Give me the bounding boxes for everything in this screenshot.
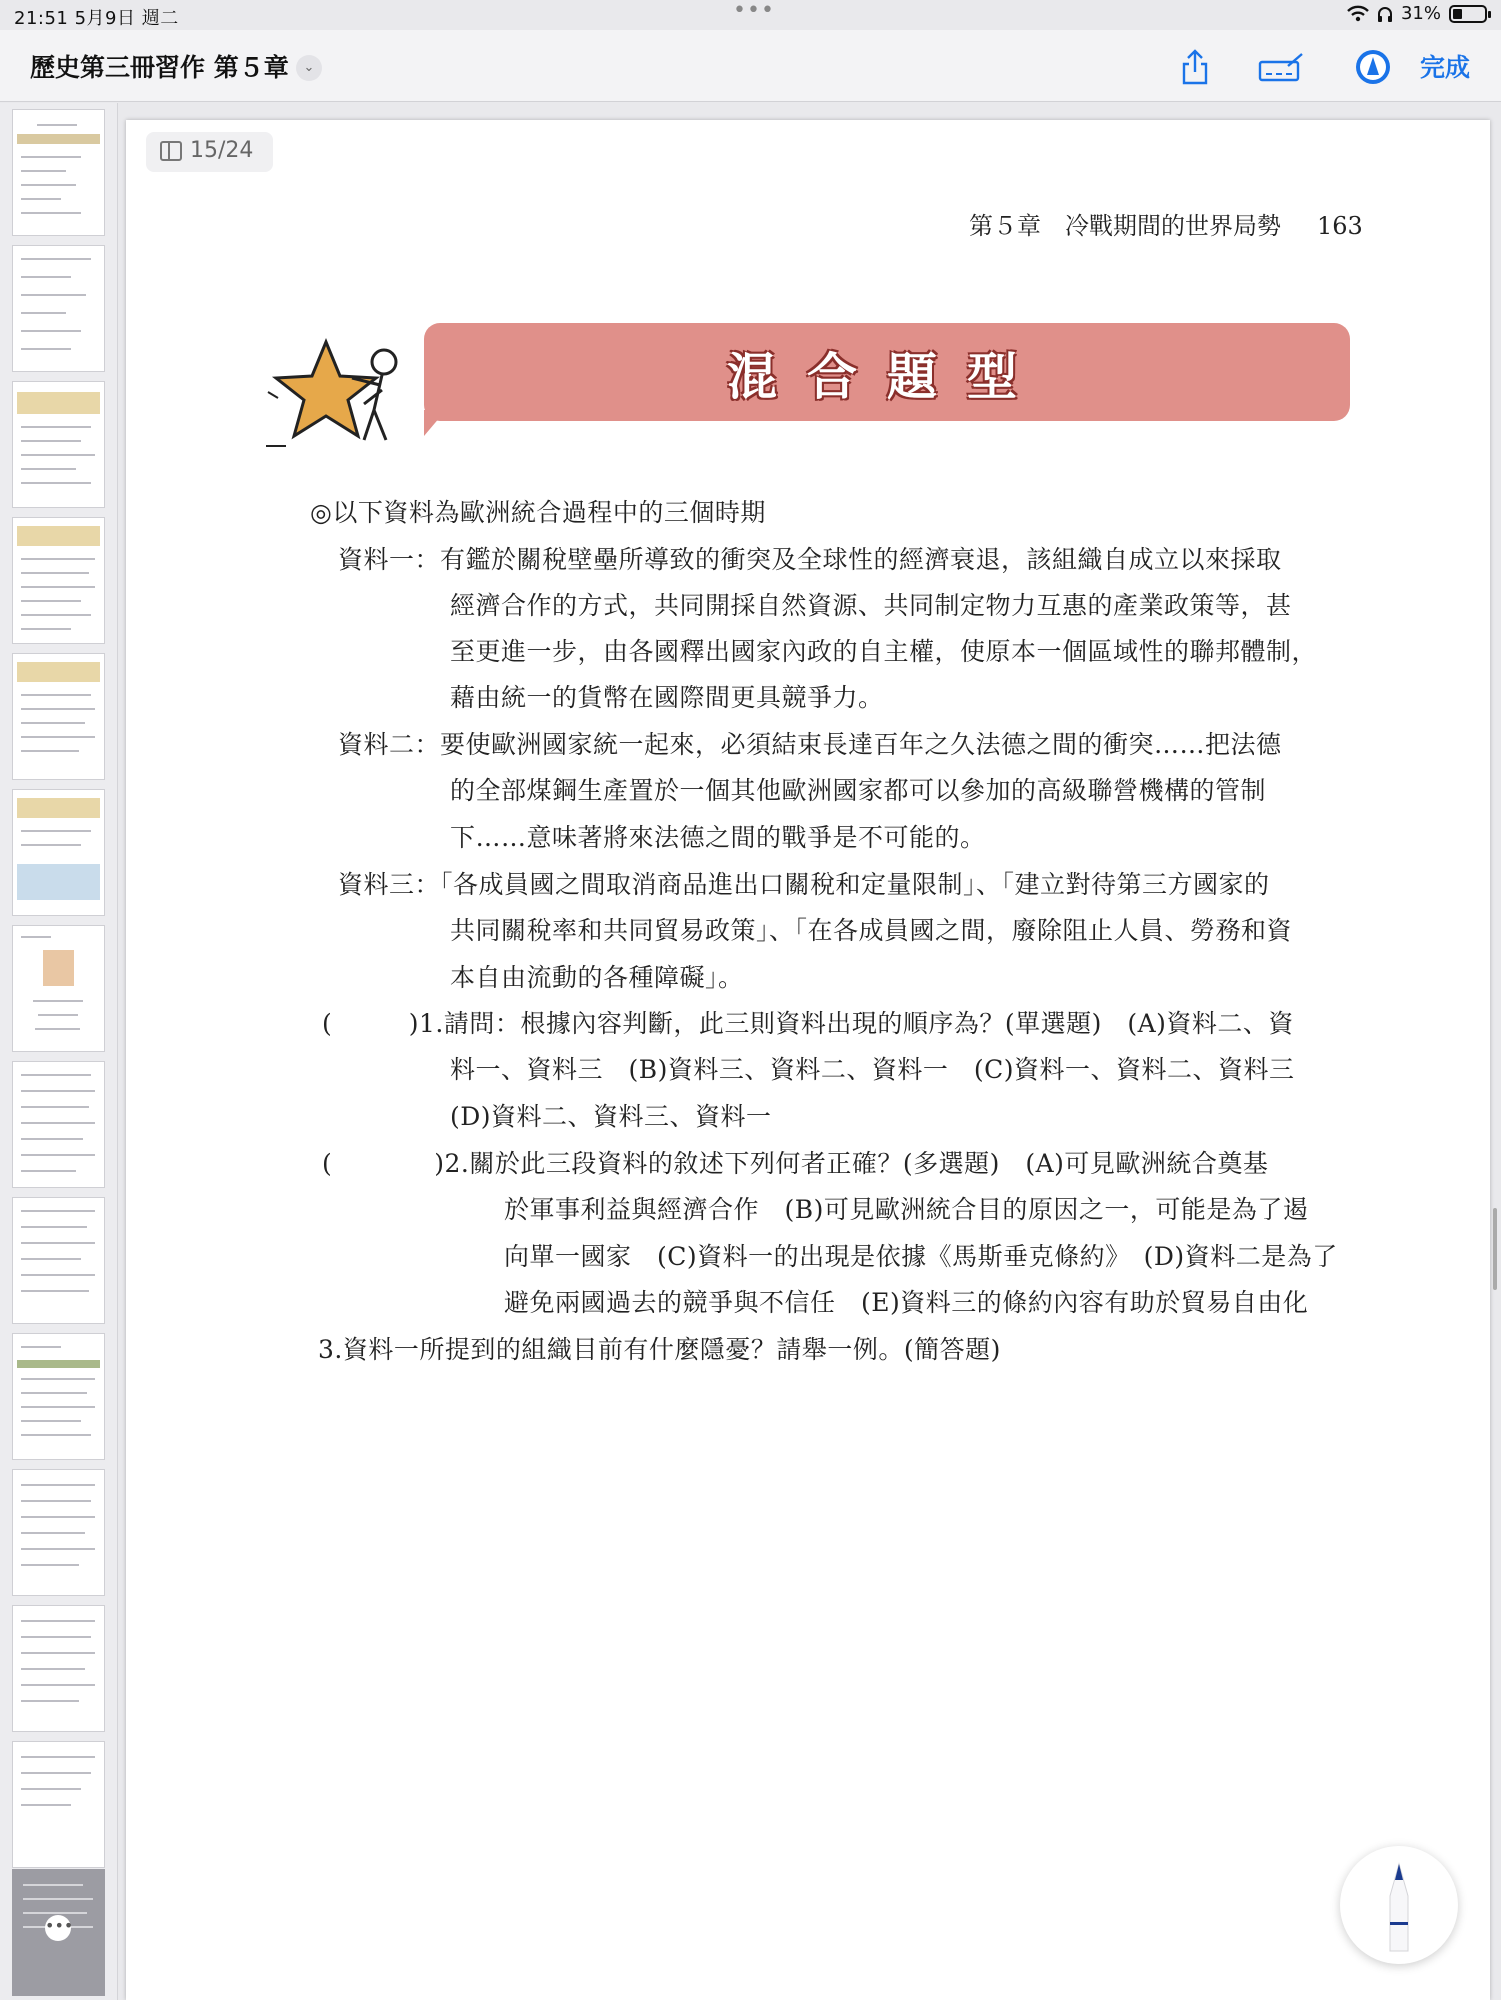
page-thumbnail[interactable] xyxy=(12,1605,105,1732)
star-figure-icon xyxy=(264,330,414,450)
page-thumbnail[interactable] xyxy=(12,1741,105,1868)
question-line: (D)資料二、資料三、資料一 xyxy=(450,1102,772,1131)
material-line: 的全部煤鋼生產置於一個其他歐洲國家都可以參加的高級聯營機構的管制 xyxy=(450,776,1267,805)
page-thumbnail[interactable] xyxy=(12,1061,105,1188)
material-line: 共同關稅率和共同貿易政策」、「在各成員國之間，廢除阻止人員、勞務和資 xyxy=(450,916,1293,945)
page-thumbnail[interactable] xyxy=(12,1469,105,1596)
page-thumbnail[interactable] xyxy=(12,653,105,780)
chapter-header xyxy=(969,206,1363,241)
material-line: 藉由統一的貨幣在國際間更具競爭力。 xyxy=(450,683,884,712)
question-line: ( )2.關於此三段資料的敘述下列何者正確？(多選題) (A)可見歐洲統合奠基 xyxy=(322,1149,1269,1178)
page-thumbnail[interactable] xyxy=(12,925,105,1052)
question-line: ( )1.請問：根據內容判斷，此三則資料出現的順序為？(單選題) (A)資料二、資 xyxy=(322,1009,1294,1038)
status-bar xyxy=(0,0,1501,30)
banner-tail xyxy=(424,410,446,436)
page-thumbnail[interactable] xyxy=(12,381,105,508)
document-page[interactable] xyxy=(126,120,1490,2000)
material-line: 資料二：要使歐洲國家統一起來，必須結束長達百年之久法德之間的衝突……把法德 xyxy=(338,730,1282,759)
battery-icon xyxy=(1449,5,1487,23)
page-thumbnail[interactable] xyxy=(12,517,105,644)
wifi-icon xyxy=(1347,5,1369,23)
page-thumbnail[interactable] xyxy=(12,245,105,372)
headphones-icon xyxy=(1377,5,1393,23)
question-line: 3.資料一所提到的組織目前有什麼隱憂？請舉一例。(簡答題) xyxy=(318,1335,1001,1364)
page-thumbnails-sidebar[interactable] xyxy=(0,103,118,2000)
toolbar xyxy=(0,30,1501,102)
battery-percent: 31% xyxy=(1400,3,1441,24)
document-title[interactable]: 歷史第三冊習作 第５章 xyxy=(30,53,289,82)
pencil-icon xyxy=(1340,1846,1458,1964)
chapter-title: 第５章 冷戰期間的世界局勢 xyxy=(969,212,1281,240)
scrollbar[interactable] xyxy=(1493,1208,1497,1290)
pencil-tool-button[interactable] xyxy=(1340,1846,1458,1964)
page-thumbnail[interactable] xyxy=(12,109,105,236)
section-banner xyxy=(424,323,1350,421)
intro-line: ◎以下資料為歐洲統合過程中的三個時期 xyxy=(310,498,766,527)
page-thumbnail[interactable] xyxy=(12,1197,105,1324)
status-time: 21:51 5月9日 週二 xyxy=(14,8,179,29)
page-indicator[interactable]: 15/24 xyxy=(146,132,273,172)
material-line: 資料三：「各成員國之間取消商品進出口關稅和定量限制」、「建立對待第三方國家的 xyxy=(338,870,1270,899)
material-line: 本自由流動的各種障礙」。 xyxy=(450,963,744,992)
markup-icon[interactable] xyxy=(1258,52,1306,84)
question-line: 避免兩國過去的競爭與不信任 (E)資料三的條約內容有助於貿易自由化 xyxy=(504,1288,1309,1317)
chevron-down-icon[interactable]: ⌄ xyxy=(296,55,322,81)
multitasking-dots-icon[interactable]: ••• xyxy=(733,0,775,23)
question-line: 向單一國家 (C)資料一的出現是依據《馬斯垂克條約》 (D)資料二是為了 xyxy=(504,1242,1338,1271)
material-line: 經濟合作的方式，共同開採自然資源、共同制定物力互惠的產業政策等，甚 xyxy=(450,591,1292,620)
material-line: 至更進一步，由各國釋出國家內政的自主權，使原本一個區域性的聯邦體制， xyxy=(450,637,1318,666)
question-line: 料一、資料三 (B)資料三、資料二、資料一 (C)資料一、資料二、資料三 xyxy=(450,1055,1295,1084)
banner-title: 混合題型 xyxy=(727,348,1047,406)
page-thumbnail[interactable] xyxy=(12,1333,105,1460)
page-thumbnail[interactable] xyxy=(12,789,105,916)
pen-tool-icon[interactable] xyxy=(1354,48,1392,86)
status-right xyxy=(1347,3,1487,24)
material-line: 資料一：有鑑於關稅壁壘所導致的衝突及全球性的經濟衰退，該組織自成立以來採取 xyxy=(338,545,1282,574)
page-number: 163 xyxy=(1317,212,1363,240)
question-line: 於軍事利益與經濟合作 (B)可見歐洲統合目的原因之一，可能是為了遏 xyxy=(504,1195,1309,1224)
sidebar-toggle-icon xyxy=(160,141,182,161)
done-button[interactable]: 完成 xyxy=(1420,53,1471,82)
more-icon[interactable]: ••• xyxy=(45,1915,71,1941)
share-icon[interactable] xyxy=(1180,48,1210,86)
material-line: 下……意味著將來法德之間的戰爭是不可能的。 xyxy=(450,823,986,852)
